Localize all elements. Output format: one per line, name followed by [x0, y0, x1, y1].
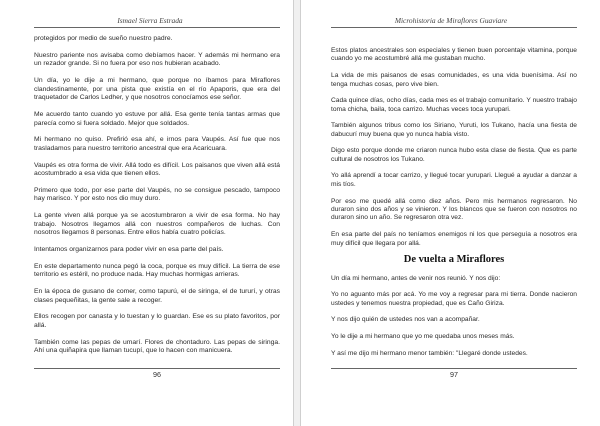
paragraph: Vaupés es otra forma de vivir. Allá todo es difícil. Los paisanos que viven allá está acostumbrado a esa vida que tienen ellos.	[34, 161, 280, 178]
left-page-body	[34, 35, 280, 364]
page-number-right: 97	[450, 370, 458, 379]
left-page	[0, 0, 294, 426]
paragraph: Primero que todo, por ese parte del Vaupés, no se consigue pescado, tampoco hay marisco. Y por esto nos dio muy duro.	[34, 186, 280, 203]
paragraph: Y así me dijo mi hermano menor también: "Llegaré donde ustedes.	[331, 349, 528, 357]
right-page-body	[331, 47, 577, 366]
paragraph: En este departamento nunca pegó la coca, porque es muy difícil. La tierra de ese territorio es estéril, no produce nada. Hay muchas hormigas arrieras.	[34, 262, 280, 279]
paragraph: Cada quince días, ocho días, cada mes es el trabajo comunitario. Y nuestro trabajo toma chicha, baila, toca carrizo. Muchas veces toca yurupari.	[331, 97, 577, 113]
paragraph: Nuestro pariente nos avisaba como debíamos hacer. Y además mi hermano era un rezador grande. Si no fuera por eso nos hubieran acabado.	[34, 51, 280, 68]
paragraph: Mi hermano no quiso. Prefirió esa ahí, e irnos para Vaupés. Así fue que nos trasladamos para nuestro territorio ancestral que era Acaricuara.	[34, 136, 280, 152]
page-number-left: 96	[153, 370, 161, 379]
paragraph: protegidos por medio de sueño nuestro padre.	[34, 35, 173, 42]
footer-rule-right	[331, 368, 577, 369]
paragraph: También algunos tribus como los Siriano, Yuruti, los Tukano, hacía una fiesta de dabucurí muy buena que yo nunca había visto.	[331, 122, 577, 138]
right-page	[300, 0, 600, 426]
paragraph: La gente viven allá porque ya se acostumbraron a vivir de esa forma. No hay trabajo. Nosotros llegamos allá con nuestros compañeros de luchas. Con nosotros llegamos 8 personas. Entre ellos había cuatro policías.	[34, 212, 280, 237]
running-head-left: Ismael Sierra Estrada	[117, 16, 183, 25]
paragraph: Por eso me quedé allá como diez años. Pero mis hermanos regresaron. No duraron sino dos años y se vinieron. Y los blancos que se fueron con nosotros no duraron sino un año. Se regresaron otra vez.	[331, 197, 577, 222]
section-title: De vuelta a Miraflores	[403, 254, 505, 266]
paragraph: Un día, yo le dije a mi hermano, que porque no íbamos para Miraflores clandestinamente, por una pista que existía en el río Apaporis, que era del traquetador de Carlos Ledher, y que nosotros conocíamos ese señor.	[34, 77, 280, 102]
paragraph: Yo no aguanto más por acá. Yo me voy a regresar para mi tierra. Donde nacieron ustedes y tenemos nuestra propiedad, que es Caño Giriza.	[331, 291, 577, 307]
paragraph: En esa parte del país no teníamos enemigos ni los que perseguía a nosotros era muy difícil que llegara por allá.	[331, 231, 577, 247]
paragraph: Yo allá aprendí a tocar carrizo, y llegué tocar yurupari. Llegué a ayudar a danzar a mis tíos.	[331, 172, 577, 188]
header-rule-right	[331, 27, 577, 28]
paragraph: Intentamos organizarnos para poder vivir en esa parte del país.	[34, 246, 224, 254]
paragraph: Yo le dije a mi hermano que yo me quedaba unos meses más.	[331, 333, 515, 341]
paragraph: La vida de mis paisanos de esas comunidades, es una vida buenísima. Así no tenga muchas cosas, pero vive bien.	[331, 72, 577, 88]
paragraph: También come las pepas de umarí. Flores de chontaduro. Las pepas de siringa. Ahí una quiñapira que llaman tucupí, que lo hacen con manicuera.	[34, 338, 280, 355]
paragraph: Me acuerdo tanto cuando yo estuve por allá. Esa gente tenía tantas armas que parecía como si fuera soldado. Mejor que soldados.	[34, 110, 280, 127]
paragraph: Digo esto porque donde me criaron nunca hubo esta clase de fiesta. Que es parte cultural de nosotros los Tukano.	[331, 147, 577, 163]
paragraph: Ellos recogen por canasta y lo tuestan y lo guardan. Ese es su plato favoritos, por allá.	[34, 313, 280, 329]
running-head-right: Microhistoria de Miraflores Guaviare	[394, 16, 508, 25]
paragraph: Estos platos ancestrales son especiales y tienen buen porcentaje vitamina, porque cuando yo me acostumbré allá me gustaban mucho.	[331, 47, 577, 63]
footer-rule-left	[34, 368, 280, 369]
paragraph: Y nos dijo quién de ustedes nos van a acompañar.	[331, 316, 480, 324]
paragraph: En la época de gusano de comer, como tapurú, el de siringa, el de tururí, y otras clases pequeñitas, la gente sale a recoger.	[34, 288, 280, 304]
header-rule-left	[34, 27, 280, 28]
paragraph: Un día mi hermano, antes de venir nos reunió. Y nos dijo:	[331, 274, 501, 282]
